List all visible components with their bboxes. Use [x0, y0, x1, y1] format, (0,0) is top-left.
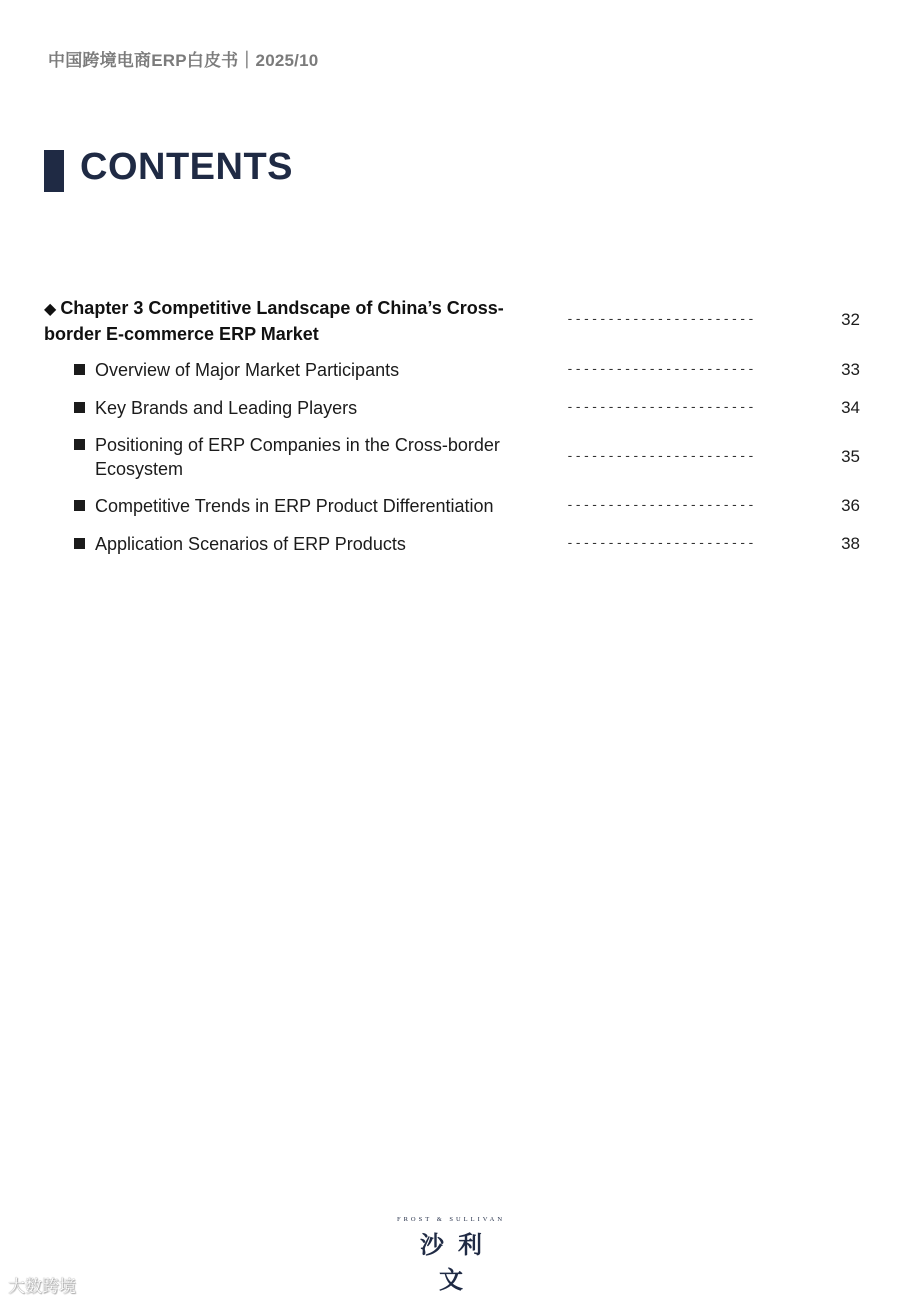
- toc-section-label: Competitive Trends in ERP Product Differentiation: [95, 496, 494, 516]
- title-accent-bar: [44, 150, 64, 192]
- toc-page-number: 34: [841, 398, 860, 417]
- square-bullet-icon: [74, 402, 85, 413]
- document-header: 中国跨境电商ERP白皮书｜2025/10: [48, 51, 319, 70]
- chapter-title: Chapter 3 Competitive Landscape of China’s Cross-border E-commerce ERP Market: [44, 298, 504, 344]
- toc-section-label: Key Brands and Leading Players: [95, 398, 358, 418]
- toc-leader: -----------------------: [566, 498, 756, 513]
- logo-english-text: FROST & SULLIVAN: [396, 1216, 506, 1223]
- toc-section-label: Application Scenarios of ERP Products: [95, 534, 406, 554]
- toc-leader: -----------------------: [566, 400, 756, 415]
- toc-page-number: 35: [841, 447, 860, 466]
- toc-page-number: 33: [841, 360, 860, 379]
- toc-leader: -----------------------: [566, 362, 756, 377]
- toc-page-number: 38: [841, 534, 860, 553]
- square-bullet-icon: [74, 364, 85, 375]
- toc-leader: -----------------------: [566, 312, 756, 327]
- square-bullet-icon: [74, 538, 85, 549]
- frost-sullivan-logo: [388, 1216, 514, 1295]
- toc-page-number: 32: [841, 310, 860, 329]
- toc-section-label: Overview of Major Market Participants: [95, 360, 400, 380]
- square-bullet-icon: [74, 439, 85, 450]
- toc-leader: -----------------------: [566, 536, 756, 551]
- toc-leader: -----------------------: [566, 449, 756, 464]
- toc-chapter-label: [44, 296, 514, 346]
- square-bullet-icon: [74, 500, 85, 511]
- page-title: CONTENTS: [80, 146, 293, 188]
- diamond-bullet-icon: ◆: [44, 301, 57, 318]
- logo-chinese-text: 沙利文: [420, 1232, 496, 1294]
- toc-section-label: Positioning of ERP Companies in the Cross-border Ecosystem: [95, 435, 500, 479]
- watermark: 大数跨境: [8, 1277, 76, 1296]
- toc-page-number: 36: [841, 496, 860, 515]
